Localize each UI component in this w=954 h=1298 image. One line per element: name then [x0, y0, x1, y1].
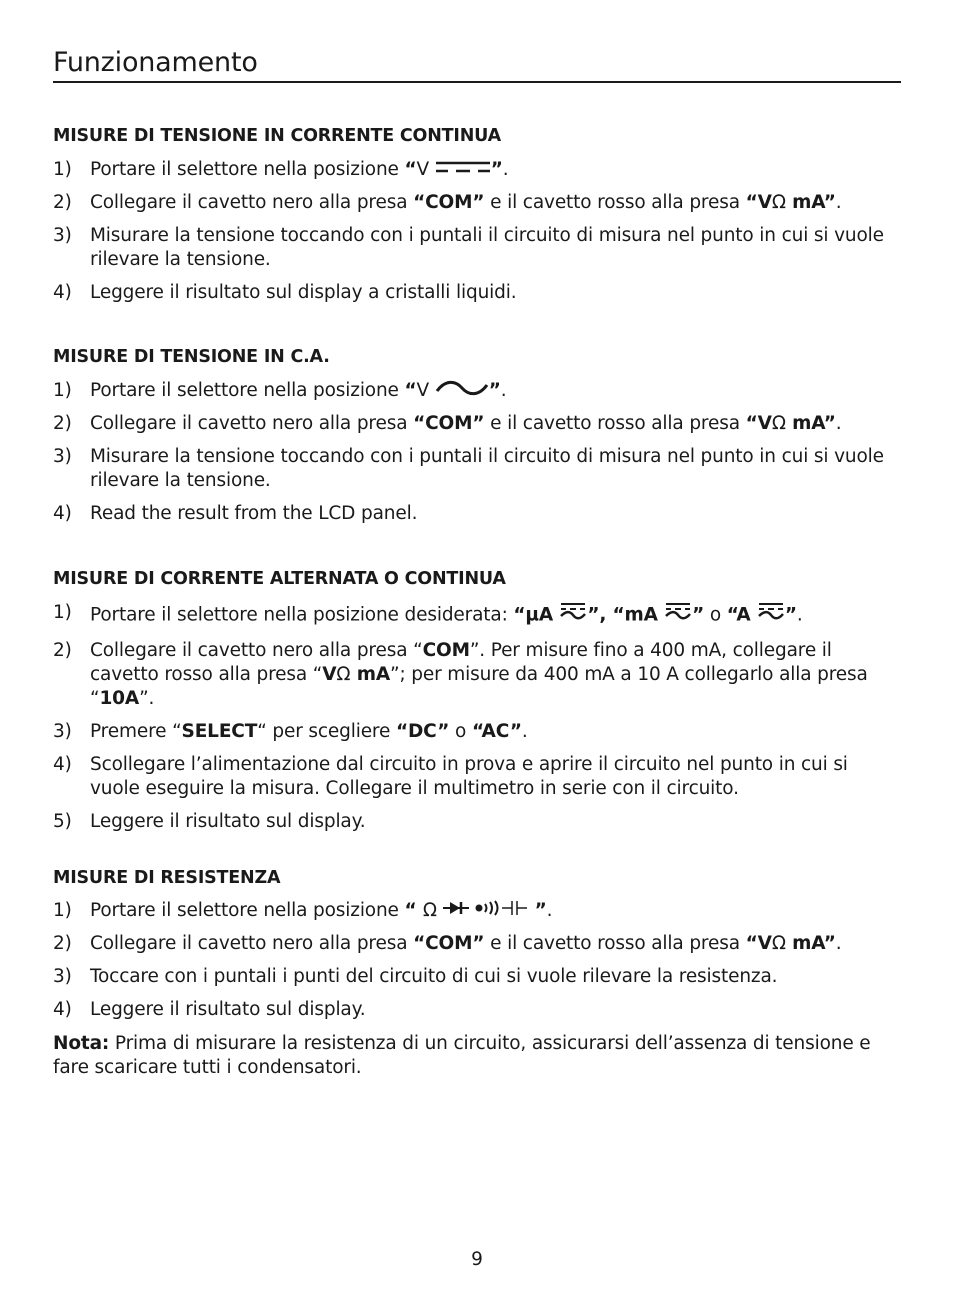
item-text: .: [500, 380, 507, 401]
item-text: Portare il selettore nella posizione: [90, 900, 405, 921]
microamp-label: “µA: [513, 604, 560, 626]
quote: ”: [490, 159, 503, 180]
item-number: 2): [53, 192, 72, 213]
note-text: Prima di misurare la resistenza di un circuito, assicurarsi dell’assenza di tensione e fare scaricare tutti i condensatori.: [53, 1033, 871, 1078]
item-text: Misurare la tensione toccando con i puntali il circuito di misura nel punto in cui si vuole rilevare la tensione.: [90, 225, 884, 270]
item-number: 3): [53, 721, 72, 742]
item-text: Leggere il risultato sul display a cristalli liquidi.: [90, 282, 517, 303]
section-heading: MISURE DI RESISTENZA: [53, 868, 281, 888]
jack-label: mA: [350, 664, 391, 685]
amp-label: “A: [726, 604, 757, 626]
item-text: Read the result from the LCD panel.: [90, 503, 418, 524]
omega-symbol: Ω: [336, 664, 351, 685]
list-item: [53, 412, 901, 436]
ac-dc-icon: [559, 601, 587, 630]
item-text: .: [521, 721, 528, 742]
quote: “: [404, 159, 417, 180]
item-text: Leggere il risultato sul display.: [90, 999, 366, 1020]
jack-label: mA”: [785, 933, 836, 954]
item-number: 3): [53, 966, 72, 987]
com-label: “COM”: [413, 413, 485, 434]
item-number: 1): [53, 159, 72, 180]
quote: ”: [692, 604, 705, 626]
title-rule: [53, 81, 901, 83]
list-item: [53, 601, 901, 630]
omega-symbol: Ω: [771, 933, 786, 954]
item-number: 3): [53, 446, 72, 467]
item-text: Toccare con i puntali i punti del circuito di cui si vuole rilevare la resistenza.: [90, 966, 778, 987]
item-text: Collegare il cavetto nero alla presa: [90, 192, 414, 213]
section-dc-voltage: [53, 124, 901, 305]
item-text: e il cavetto rosso alla presa: [484, 933, 746, 954]
continuity-icon: [474, 899, 502, 923]
list-item: [53, 753, 901, 801]
item-number: 3): [53, 225, 72, 246]
item-text: Leggere il risultato sul display.: [90, 811, 366, 832]
list-item: [53, 720, 901, 744]
item-number: 1): [53, 900, 72, 921]
item-text: Collegare il cavetto nero alla presa: [90, 933, 414, 954]
quote: ”: [488, 380, 501, 401]
item-text: Portare il selettore nella posizione desiderata:: [90, 604, 514, 626]
item-number: 1): [53, 602, 72, 623]
item-text: Scollegare l’alimentazione dal circuito in prova e aprire il circuito nel punto in cui si vuole eseguire la misura. Collegare il multimetro in serie con il circuito.: [90, 754, 848, 799]
list-item: [53, 191, 901, 215]
list-item: [53, 932, 901, 956]
list-item: [53, 502, 901, 526]
milliamp-label: ”, “mA: [587, 604, 665, 626]
jack-label: mA”: [785, 413, 836, 434]
volt-symbol: V: [416, 380, 435, 401]
item-number: 5): [53, 811, 72, 832]
note: [53, 1032, 901, 1080]
list-item: [53, 281, 901, 305]
item-text: .: [502, 159, 509, 180]
quote: ”: [528, 900, 547, 921]
item-number: 2): [53, 933, 72, 954]
item-number: 2): [53, 640, 72, 661]
com-label: “COM”: [413, 933, 485, 954]
item-number: 4): [53, 754, 72, 775]
volt-symbol: V: [416, 159, 435, 180]
diode-icon: [443, 899, 469, 923]
list-item: [53, 158, 901, 182]
ac-wave-icon: [435, 379, 489, 403]
list-item: [53, 379, 901, 403]
item-text: .: [546, 900, 553, 921]
dc-voltage-icon: [435, 158, 491, 182]
section-heading: MISURE DI TENSIONE IN C.A.: [53, 347, 330, 367]
item-text: o: [704, 604, 727, 626]
item-text: Collegare il cavetto nero alla presa: [90, 413, 414, 434]
jack-label: “V: [745, 192, 772, 213]
item-text: e il cavetto rosso alla presa: [484, 192, 746, 213]
quote: “: [404, 380, 417, 401]
item-text: .: [835, 933, 842, 954]
omega-symbol: Ω: [771, 192, 786, 213]
quote: ”: [784, 604, 797, 626]
ac-dc-icon: [664, 601, 692, 630]
item-number: 4): [53, 999, 72, 1020]
item-number: 4): [53, 503, 72, 524]
item-text: Collegare il cavetto nero alla presa “: [90, 640, 423, 661]
note-label: Nota:: [53, 1033, 110, 1054]
section-ac-voltage: [53, 345, 901, 526]
page-number: 9: [471, 1249, 483, 1270]
item-text: ”; per misure da 400 mA a 10 A collegarlo alla presa “: [90, 664, 868, 709]
item-text: o: [449, 721, 472, 742]
list-item: [53, 965, 901, 989]
item-text: Portare il selettore nella posizione: [90, 159, 405, 180]
item-number: 1): [53, 380, 72, 401]
select-label: SELECT: [181, 721, 258, 742]
list-item: [53, 998, 901, 1022]
section-current: [53, 567, 901, 834]
item-number: 2): [53, 413, 72, 434]
item-text: Portare il selettore nella posizione: [90, 380, 405, 401]
item-text: Misurare la tensione toccando con i puntali il circuito di misura nel punto in cui si vuole rilevare la tensione.: [90, 446, 884, 491]
item-text: ”. Per misure fino a 400 mA, collegare il cavetto rosso alla presa “: [90, 640, 832, 685]
dc-label: “DC”: [395, 721, 450, 742]
omega-symbol: Ω: [422, 900, 437, 921]
item-text: .: [835, 192, 842, 213]
page-title: Funzionamento: [53, 47, 258, 78]
item-text: .: [796, 604, 803, 626]
list-item: [53, 639, 901, 711]
item-text: e il cavetto rosso alla presa: [484, 413, 746, 434]
list-item: [53, 224, 901, 272]
section-heading: MISURE DI TENSIONE IN CORRENTE CONTINUA: [53, 126, 501, 146]
jack-label: mA”: [785, 192, 836, 213]
item-text: ”.: [139, 688, 155, 709]
quote: “: [404, 900, 423, 921]
com-label: “COM”: [413, 192, 485, 213]
jack-label: “V: [745, 933, 772, 954]
omega-symbol: Ω: [771, 413, 786, 434]
capacitor-icon: [502, 899, 528, 923]
item-text: “ per scegliere: [257, 721, 396, 742]
list-item: [53, 445, 901, 493]
jack-label: “V: [745, 413, 772, 434]
item-text: Premere “: [90, 721, 182, 742]
jack-label: 10A: [99, 688, 140, 709]
jack-label: V: [322, 664, 337, 685]
section-resistance: [53, 866, 901, 1080]
list-item: [53, 810, 901, 834]
list-item: [53, 899, 901, 923]
com-label: COM: [422, 640, 470, 661]
ac-label: “AC”: [471, 721, 522, 742]
section-heading: MISURE DI CORRENTE ALTERNATA O CONTINUA: [53, 569, 506, 589]
item-text: .: [835, 413, 842, 434]
ac-dc-icon: [757, 601, 785, 630]
item-number: 4): [53, 282, 72, 303]
